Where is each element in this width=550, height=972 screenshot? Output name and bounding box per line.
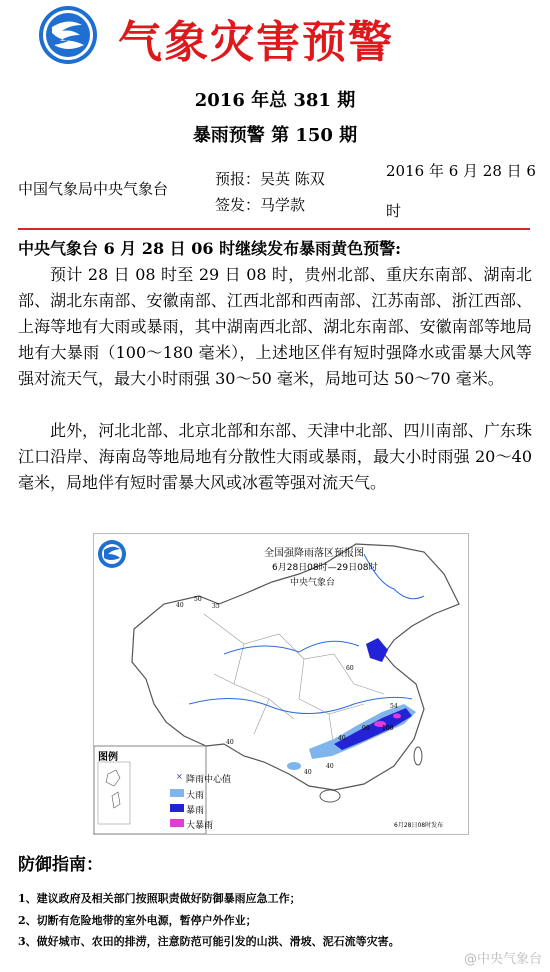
forecaster: 预报：吴英 陈双 xyxy=(215,170,325,188)
legend-symbol: × xyxy=(176,772,183,781)
signer: 签发：马学款 xyxy=(215,196,306,214)
rain-value-label: 60 xyxy=(346,665,354,672)
legend-rainstorm: 暴雨 xyxy=(186,806,205,816)
rain-value-label: 35 xyxy=(212,603,220,610)
warning-lead: 中央气象台 6 月 28 日 06 时继续发布暴雨黄色预警: xyxy=(18,239,401,258)
page-title: 气象灾害预警 xyxy=(118,17,394,68)
rain-value-label: 90 xyxy=(362,725,370,732)
legend-heavy-rain: 大雨 xyxy=(186,791,205,801)
map-agency: 中央气象台 xyxy=(290,578,336,588)
guide-item-2: 2、切断有危险地带的室外电源，暂停户外作业； xyxy=(18,914,257,927)
guide-item-1: 1、建议政府及相关部门按照职责做好防御暴雨应急工作； xyxy=(18,892,301,905)
watermark: @中央气象台 xyxy=(464,952,543,967)
header-divider xyxy=(18,228,530,230)
legend-rain-center: 降雨中心值 xyxy=(186,775,232,785)
map-title: 全国强降雨落区预报图 xyxy=(264,548,364,559)
legend-torrential: 大暴雨 xyxy=(186,821,214,831)
guide-item-3: 3、做好城市、农田的排涝，注意防范可能引发的山洪、滑坡、泥石流等灾害。 xyxy=(18,935,400,948)
issue-number: 2016 年总 381 期 xyxy=(194,90,356,111)
rain-value-label: 40 xyxy=(176,602,184,609)
rain-value-label: 40 xyxy=(338,735,346,742)
rain-value-label: 40 xyxy=(226,739,234,746)
issue-date: 2016 年 6 月 28 日 6 xyxy=(386,162,536,180)
forecast-paragraph-2: 此外，河北北部、北京北部和东部、天津中北部、四川南部、广东珠江口沿岸、海南岛等地局地有分散性大雨或暴雨，最大小时雨强 20～40 毫米，局地伴有短时雷暴大风或冰雹等强对流天气。 xyxy=(18,421,532,492)
rain-value-label: 40 xyxy=(326,763,334,770)
cma-logo-icon xyxy=(38,5,98,65)
rain-value-label: 54 xyxy=(390,703,398,710)
issue-date-cont: 时 xyxy=(386,202,402,220)
china-map-graphic xyxy=(94,534,468,834)
rain-value-label: 50 xyxy=(194,596,202,603)
map-time: 6月28日08时—29日08时 xyxy=(272,563,378,573)
warning-subtitle: 暴雨预警 第 150 期 xyxy=(192,125,358,146)
legend-title: 图例 xyxy=(98,752,118,763)
rain-value-label: 40 xyxy=(304,769,312,776)
rain-value-label: 100 xyxy=(382,725,394,732)
map-footer: 6月28日08时发布 xyxy=(394,822,444,829)
rainfall-forecast-map xyxy=(93,533,469,835)
forecast-paragraph-1: 预计 28 日 08 时至 29 日 08 时，贵州北部、重庆东南部、湖南北部、湖北东南部、安徽南部、江西北部和西南部、江苏南部、浙江西部、上海等地有大雨或暴雨，其中湖南西北部、湖北东南部、安徽南部等地局地有大暴雨（100～180 毫米），上述地区伴有短时强降水或雷暴大风等强对流天气，最大小时雨强 30～50 毫米，局地可达 50～70 毫米。 xyxy=(18,265,532,388)
defense-guide-heading: 防御指南： xyxy=(18,855,103,875)
issuing-agency: 中国气象局中央气象台 xyxy=(18,180,169,198)
